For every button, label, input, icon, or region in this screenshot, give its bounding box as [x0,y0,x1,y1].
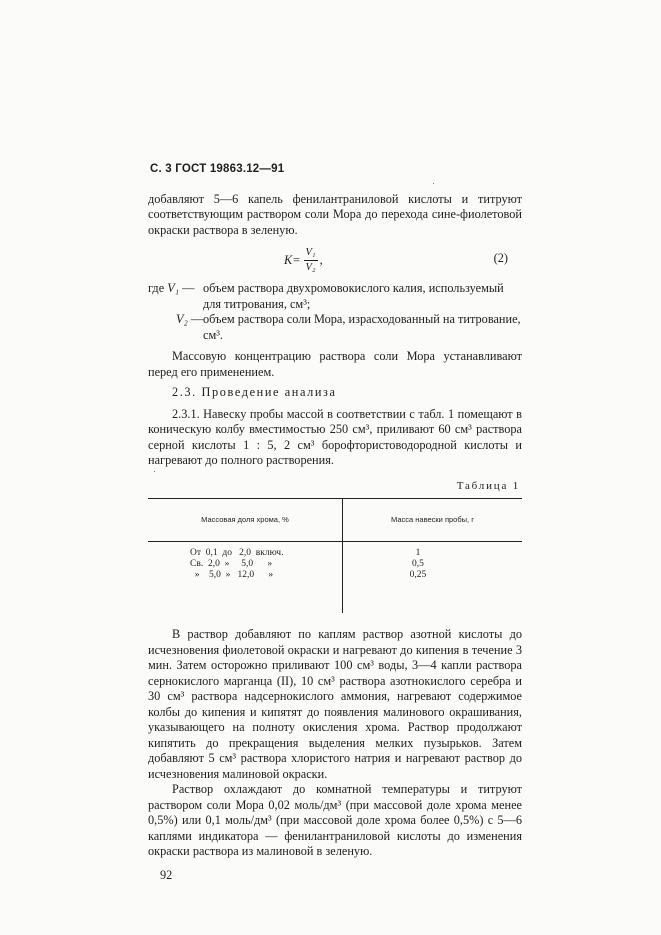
range-value: От 0,1 до 2,0 включ. [190,548,284,558]
data-table [148,498,522,613]
page-number: 92 [160,867,173,882]
definition-label: где V₁ — [148,281,195,295]
formula-numerator: V₁ [304,247,318,261]
definition-label: V₂ — [176,312,204,326]
section-title: 2.3. Проведение анализа [172,385,337,399]
table-header-row [148,499,522,542]
definition-text: объем раствора соли Мора, израсходованный на титрование, см³. [203,312,521,342]
formula-lhs: K= [284,252,301,267]
table-cell [148,542,342,614]
column-header: Массовая доля хрома, % [148,499,342,542]
mass-value: 0,25 [409,570,427,580]
formula [284,247,323,274]
range-value: Св. 2,0 » 5,0 » [190,559,273,569]
definition-row [148,312,522,343]
paragraph-1: добавляют 5—6 капель фенилантраниловой кислоты и титруют соответствующим раствором соли Мора до перехода сине-фиолетовой окраски раствора в зеленую. [148,191,522,237]
page-header: С. 3 ГОСТ 19863.12—91 [150,163,285,175]
table-caption: Таблица 1 [456,479,520,492]
table-body-row [148,542,522,614]
formula-denominator: V₂ [305,262,316,273]
paragraph-2: Массовую концентрацию раствора соли Мора устанавливают перед его применением. [148,349,522,379]
table-cell [342,542,522,614]
range-value: » 5,0 » 12,0 » [190,570,274,580]
formula-trail: , [319,252,323,267]
paragraph-4: В раствор добавляют по каплям раствор азотной кислоты до исчезновения фиолетовой окраски и нагревают до кипения в течение 3 мин. Затем осторожно приливают 100 см³ воды, 3—4 капли раствора сернокислого марганца (II), 10 см³ раствора азотнокислого серебра и 30 см³ раствора надсернокислого аммония, нагревают содержимое колбы до кипения и кипятят до появления малинового окрашивания, указывающего на полноту окисления хрома. Раствор продолжают кипятить до прекращения выделения мелких пузырьков. Затем добавляют 5 см³ раствора хлористого натрия и нагревают раствор до исчезновения малиновой окраски. [148,627,522,781]
formula-fraction [304,247,318,274]
variable-definitions [148,281,522,343]
paragraph-3: 2.3.1. Навеску пробы массой в соответствии с табл. 1 помещают в коническую колбу вместимостью 250 см³, приливают 60 см³ раствора серной кислоты 1 : 5, 2 см³ борофтористоводородной кислоты и нагревают до полного растворения. [148,406,522,467]
paragraph-5: Раствор охлаждают до комнатной температуры и титруют раствором соли Мора 0,02 моль/дм³ (при массовой доле хрома менее 0,5%) или 0,1 моль/дм³ (при массовой доле хрома более 0,5%) с 5—6 каплями индикатора — фенилантраниловой кислоты до изменения окраски раствора из малиновой в зеленую. [148,782,522,858]
formula-block [148,241,522,279]
document-page [148,162,522,883]
formula-number: (2) [493,251,508,265]
mass-value: 1 [415,548,421,558]
mass-value: 0,5 [412,559,424,569]
column-header: Масса навески пробы, г [342,499,522,542]
definition-row [148,281,522,312]
definition-text: объем раствора двухромовокислого калия, используемый для титрования, см³; [203,281,504,311]
